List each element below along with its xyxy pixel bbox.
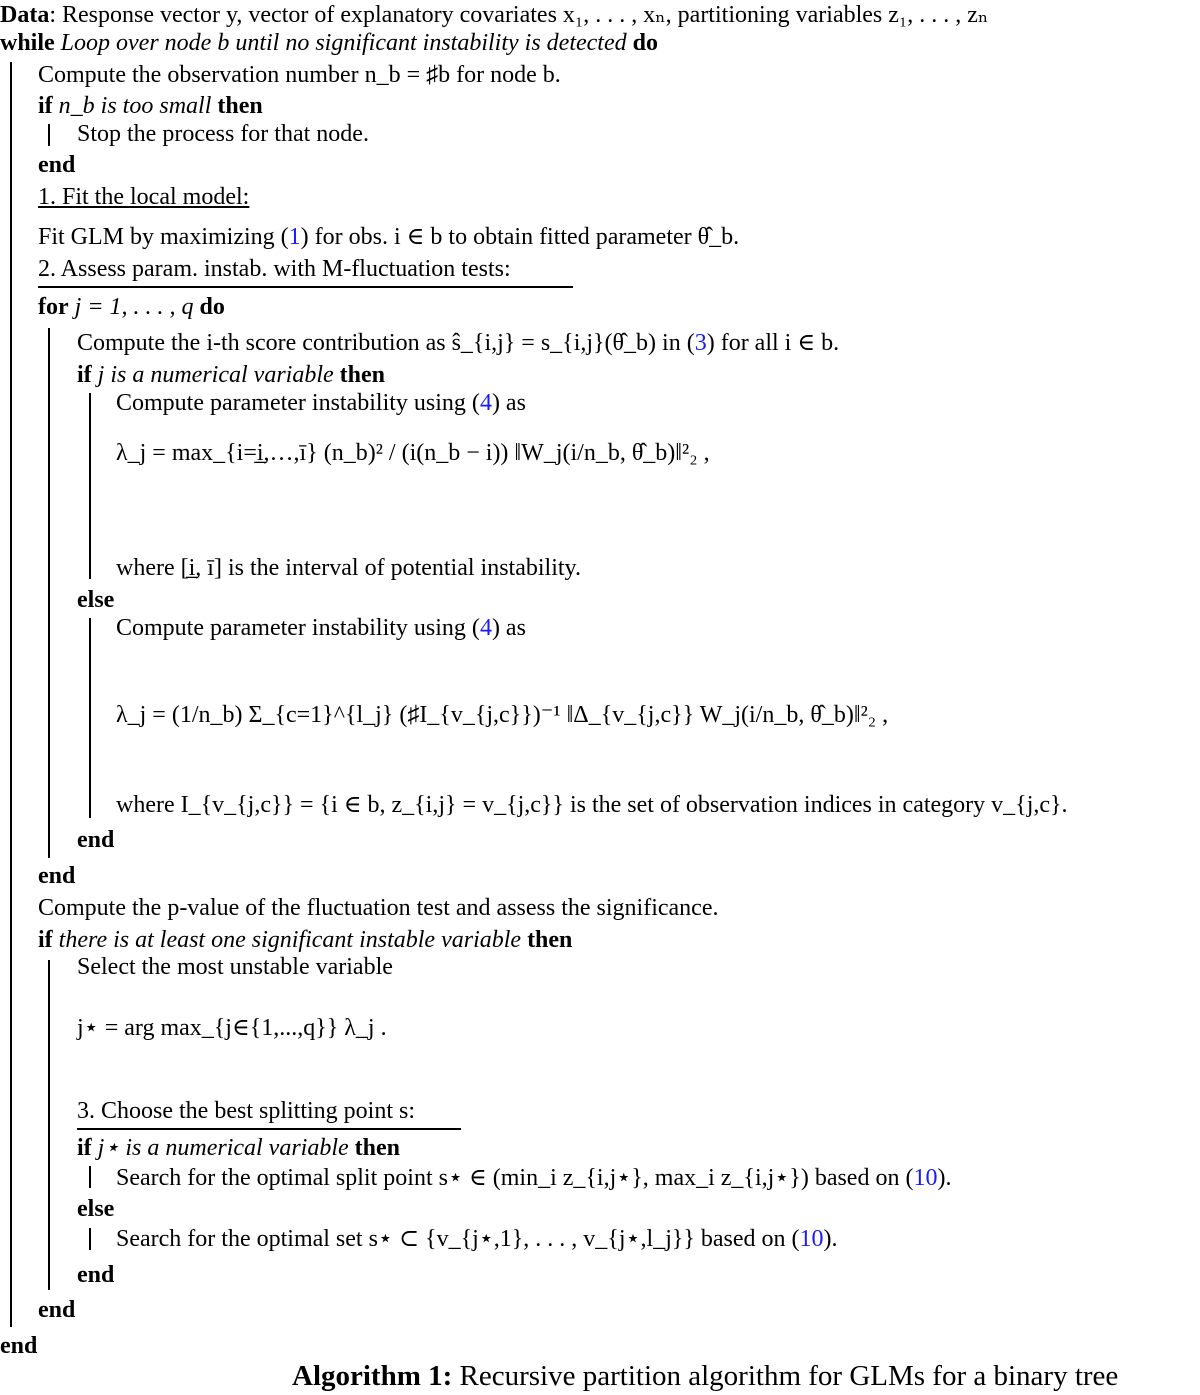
for-keyword: for: [38, 294, 69, 320]
if-sig-keyword: if: [38, 927, 53, 953]
where2-line: where I_{v_{j,c}} = {i ∈ b, z_{i,j} = v_{j,c}} is the set of observation indices in category v_{j,c}.: [116, 792, 1068, 818]
end-if-sig: end: [38, 1297, 76, 1323]
for-range: j = 1, . . . , q: [74, 294, 194, 320]
end-if-small: end: [38, 152, 76, 178]
ref-eq-10a[interactable]: 10: [913, 1165, 938, 1191]
if-num-then-keyword: then: [339, 362, 385, 388]
pvalue-line: Compute the p-value of the fluctuation test and assess the significance.: [38, 895, 719, 921]
step2-rule: [38, 286, 573, 288]
equation-lambda-categorical: λ_j = (1/n_b) Σ_{c=1}^{l_j} (♯I_{v_{j,c}})⁻¹ ‖Δ_{v_{j,c}} W_j(i/n_b, θ̂_b)‖²₂ ,: [116, 702, 889, 728]
stop-line: Stop the process for that node.: [77, 121, 369, 147]
search2-line: [116, 1224, 838, 1254]
if-num-condition: j is a numerical variable: [97, 362, 334, 388]
search2-post: ).: [823, 1226, 838, 1252]
if-keyword: if: [38, 93, 53, 119]
caption-text: Recursive partition algorithm for GLMs for a binary tree: [459, 1360, 1119, 1392]
caption-label: Algorithm 1:: [292, 1360, 453, 1392]
search1-line: [116, 1163, 951, 1193]
if-sig-block-bar: [48, 960, 50, 1290]
step3-title: 3. Choose the best splitting point s:: [77, 1098, 416, 1124]
end-for: end: [38, 863, 76, 889]
instab2-line: [116, 613, 526, 643]
ref-eq-1[interactable]: 1: [288, 224, 301, 250]
end-while: end: [0, 1333, 38, 1359]
search2-pre: Search for the optimal set s⋆ ⊂ {v_{j⋆,1}, . . . , v_{j⋆,l_j}} based on (: [116, 1226, 800, 1252]
if-num-keyword: if: [77, 362, 92, 388]
fit-glm-post: ) for obs. i ∈ b to obtain fitted parameter θ̂_b.: [300, 224, 740, 250]
fit-glm-pre: Fit GLM by maximizing (: [38, 224, 289, 250]
while-line: [0, 28, 658, 58]
if-sig-then-keyword: then: [527, 927, 573, 953]
for-line: [38, 292, 225, 322]
if-num2-then-keyword: then: [354, 1135, 401, 1161]
else-block-bar: [89, 618, 91, 818]
while-keyword: while: [0, 30, 55, 56]
instab2-post: ) as: [491, 615, 526, 641]
do-keyword: do: [632, 30, 658, 56]
if-num-block-bar: [89, 393, 91, 579]
if-small-line: [38, 91, 263, 121]
instab1-post: ) as: [491, 390, 526, 416]
if-sig-line: [38, 925, 572, 955]
while-block-bar: [10, 62, 12, 1327]
score-line: [77, 328, 839, 358]
algorithm-caption: [292, 1360, 1118, 1393]
else2-keyword: else: [77, 1196, 115, 1222]
if-num-line: [77, 360, 385, 390]
else-keyword: else: [77, 587, 115, 613]
step1-title: 1. Fit the local model:: [38, 184, 250, 210]
score-post: ) for all i ∈ b.: [706, 330, 840, 356]
else2-block-bar: [89, 1228, 91, 1250]
search1-post: ).: [937, 1165, 952, 1191]
for-do-keyword: do: [199, 294, 225, 320]
if-num2-block-bar: [89, 1166, 91, 1188]
ref-eq-10b[interactable]: 10: [799, 1226, 824, 1252]
if-small-condition: n_b is too small: [58, 93, 212, 119]
instab2-pre: Compute parameter instability using (: [116, 615, 480, 641]
fit-glm-line: [38, 222, 739, 252]
step2-title: 2. Assess param. instab. with M-fluctuation tests:: [38, 256, 511, 282]
score-pre: Compute the i-th score contribution as ŝ_{i,j} = s_{i,j}(θ̂_b) in (: [77, 330, 695, 356]
end-if-num: end: [77, 827, 115, 853]
select-line: Select the most unstable variable: [77, 954, 393, 980]
ref-eq-4a[interactable]: 4: [479, 390, 492, 416]
if-sig-condition: there is at least one significant instable variable: [58, 927, 522, 953]
ref-eq-4b[interactable]: 4: [479, 615, 492, 641]
where1-line: where [i̲, ī] is the interval of potential instability.: [116, 555, 581, 581]
data-text: : Response vector y, vector of explanatory covariates x₁, . . . , xₙ, partitioning variables z₁, . . . , zₙ: [49, 2, 989, 28]
if-num2-condition: j⋆ is a numerical variable: [97, 1135, 349, 1161]
data-label: Data: [0, 2, 50, 28]
step3-rule: [77, 1128, 461, 1130]
equation-argmax: j⋆ = arg max_{j∈{1,...,q}} λ_j .: [77, 1015, 387, 1041]
end-if-num2: end: [77, 1262, 115, 1288]
data-line: [0, 0, 988, 30]
while-condition: Loop over node b until no significant instability is detected: [60, 30, 627, 56]
ref-eq-3[interactable]: 3: [694, 330, 707, 356]
instab1-pre: Compute parameter instability using (: [116, 390, 480, 416]
for-block-bar: [48, 328, 50, 858]
instab1-line: [116, 388, 526, 418]
compute-obs-line: Compute the observation number n_b = ♯b for node b.: [38, 62, 561, 88]
if-num2-line: [77, 1133, 400, 1163]
then-keyword: then: [217, 93, 263, 119]
search1-pre: Search for the optimal split point s⋆ ∈ (min_i z_{i,j⋆}, max_i z_{i,j⋆}) based on (: [116, 1165, 914, 1191]
equation-lambda-numerical: λ_j = max_{i=i̲,…,ī} (n_b)² / (i(n_b − i)) ‖W_j(i/n_b, θ̂_b)‖²₂ ,: [116, 440, 710, 466]
if-num2-keyword: if: [77, 1135, 92, 1161]
if-small-block-bar: [48, 124, 50, 146]
